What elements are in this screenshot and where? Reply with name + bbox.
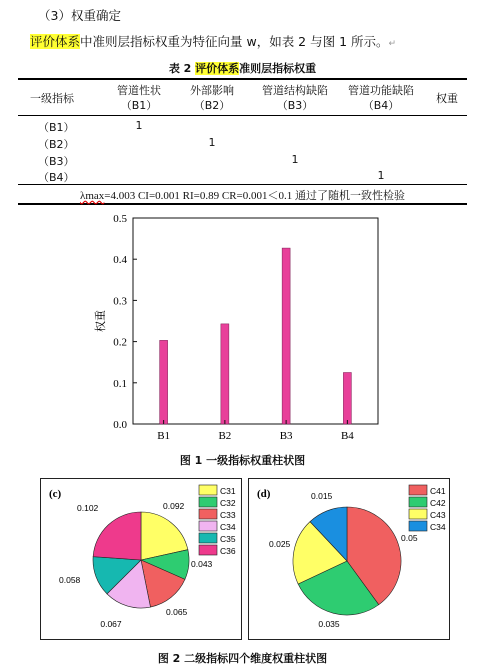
bar	[343, 373, 351, 425]
pie-chart-c	[41, 479, 241, 639]
legend-swatch	[199, 485, 217, 495]
table-title-highlight: 评价体系	[195, 62, 240, 75]
data-label: 0.102	[77, 503, 99, 513]
row-label: （B3）	[38, 155, 75, 168]
table-number: 表 2	[168, 62, 192, 75]
section-heading: （3）权重确定	[38, 8, 121, 23]
legend-swatch	[409, 509, 427, 519]
col-header-name: 管道功能缺陷	[348, 84, 414, 97]
data-label: 0.015	[311, 491, 333, 501]
col-header-name: 管道性状	[117, 84, 161, 97]
col-header-code: （B3）	[276, 99, 314, 112]
y-tick-label: 0.5	[113, 213, 127, 225]
y-axis-label: 权重	[94, 310, 107, 332]
figure1-caption: 图 1 一级指标权重柱状图	[179, 454, 306, 467]
data-label: 0.065	[166, 607, 188, 617]
data-label: 0.067	[100, 619, 122, 629]
figure2-caption: 图 2 二级指标四个维度权重柱状图	[157, 652, 328, 665]
col-header-primary: 一级指标	[30, 92, 74, 105]
data-label: 0.058	[59, 575, 81, 585]
plot-frame	[133, 218, 378, 424]
legend-label: C34	[220, 522, 236, 532]
col-header-code: （B2）	[193, 99, 231, 112]
data-label: 0.092	[163, 501, 185, 511]
data-label: 0.025	[269, 539, 291, 549]
panel-label: (c)	[49, 488, 62, 500]
x-tick-label: B2	[218, 430, 232, 442]
y-tick-label: 0.4	[113, 254, 127, 267]
legend-swatch	[199, 497, 217, 507]
legend-label: C41	[430, 486, 446, 496]
intro-text: 中准则层指标权重为特征向量 w，如表 2 与图 1 所示。	[80, 34, 389, 49]
y-tick-label: 0.1	[113, 377, 127, 390]
legend-swatch	[199, 545, 217, 555]
panel-label: (d)	[257, 488, 271, 500]
legend-swatch	[199, 521, 217, 531]
legend-label: C43	[430, 510, 446, 520]
col-header-code: （B1）	[120, 99, 158, 112]
bar	[160, 340, 168, 424]
legend-label: C32	[220, 498, 236, 508]
paragraph-mark-icon: ↵	[388, 39, 397, 49]
cell: 1	[208, 136, 216, 149]
data-label: 0.043	[191, 559, 213, 569]
legend-swatch	[409, 521, 427, 531]
legend-label: C34	[430, 522, 446, 532]
pie-chart-d	[249, 479, 449, 639]
pie-panel-d	[248, 478, 450, 640]
y-tick-label: 0.3	[113, 295, 127, 308]
legend-swatch	[409, 497, 427, 507]
legend-label: C42	[430, 498, 446, 508]
legend-swatch	[199, 533, 217, 543]
col-header-code: （B4）	[362, 99, 400, 112]
row-label: （B4）	[38, 171, 75, 184]
x-tick-label: B1	[157, 430, 171, 442]
legend-swatch	[199, 509, 217, 519]
x-tick-label: B3	[279, 430, 293, 442]
lambda-max: λmax	[79, 190, 105, 202]
cell: 1	[291, 153, 299, 166]
x-tick-label: B4	[340, 430, 354, 442]
cell: 1	[377, 169, 385, 182]
bar	[221, 324, 229, 424]
y-tick-label: 0.0	[113, 419, 127, 431]
consistency-text: =4.003 CI=0.001 RI=0.89 CR=0.001＜0.1 通过了随机一致性检验	[104, 190, 406, 202]
table-title-suffix: 准则层指标权重	[239, 62, 317, 75]
data-label: 0.05	[401, 533, 418, 543]
legend-label: C35	[220, 534, 236, 544]
pie-slice	[93, 512, 141, 560]
row-label: （B1）	[38, 121, 75, 134]
legend-label: C33	[220, 510, 236, 520]
col-header-name: 管道结构缺陷	[262, 84, 328, 97]
col-header-name: 外部影响	[190, 84, 234, 97]
legend-label: C31	[220, 486, 236, 496]
legend-swatch	[409, 485, 427, 495]
y-tick-label: 0.2	[113, 336, 127, 349]
highlighted-term: 评价体系	[30, 34, 81, 49]
col-header-weight: 权重	[436, 92, 458, 105]
pie-panel-c	[40, 478, 242, 640]
row-label: （B2）	[38, 138, 75, 151]
legend-label: C36	[220, 546, 236, 556]
cell: 1	[135, 119, 143, 132]
bar	[282, 248, 290, 424]
data-label: 0.035	[318, 619, 340, 629]
